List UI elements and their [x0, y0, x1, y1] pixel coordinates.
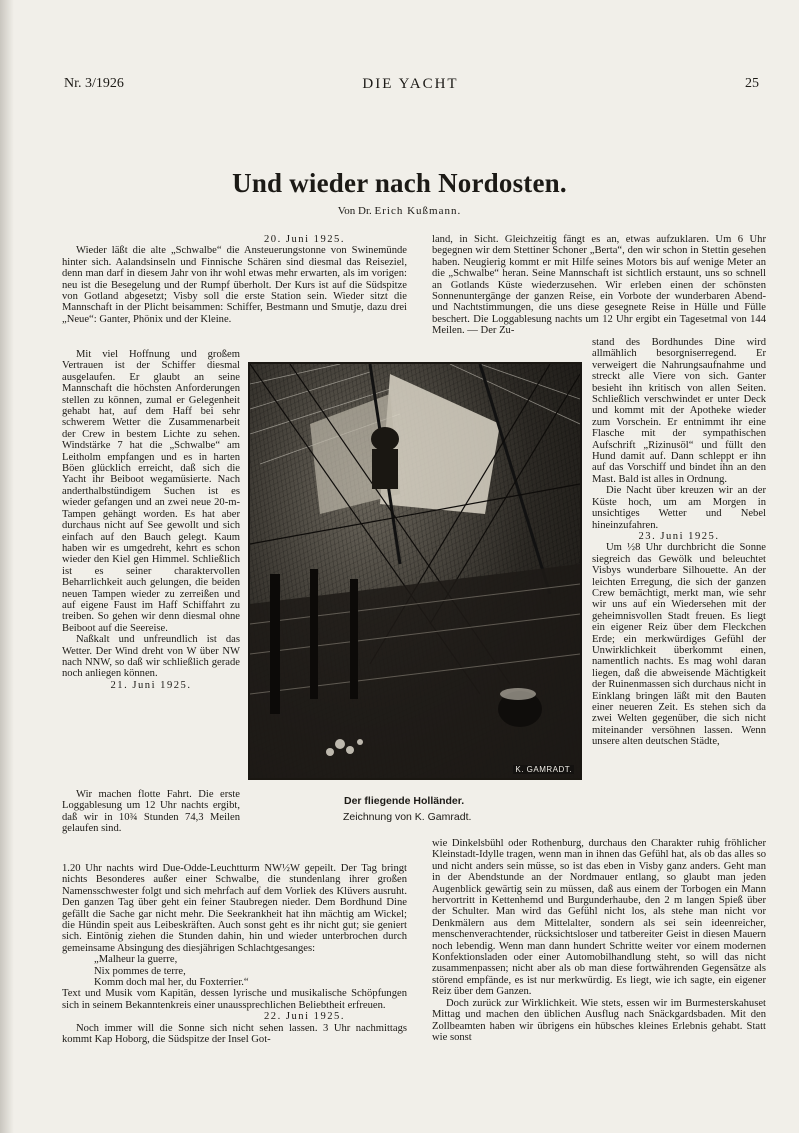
- date-heading: 22. Juni 1925.: [263, 1011, 346, 1023]
- paragraph: 1.20 Uhr nachts wird Due-Odde-Leuchtturm NW½W gepeilt. Der Tag bringt nichts Besonderes außer einer Schwalbe, die stundenlang ihrer großen Namensschwester folgt und sich mehrfach auf dem Vorliek des Klüvers ausruht. Den ganzen Tag über geht ein feiner Staubregen nieder. Dem Bordhund Dine gefällt die Sache gar nicht mehr. Die Seekrankheit hat ihn mächtig am Wickel; die Hündin speit aus Leibeskräften. Auch sonst geht es ihr nicht gut; sie geniert sich. Eintönig ziehen die Stunden dahin, hin und wieder unterbrochen durch gemeinsame Absingung des diesjährigen Schlachtgesanges:: [62, 863, 407, 954]
- figure-caption-title: Der fliegende Holländer.: [344, 795, 465, 807]
- artist-signature: K. GAMRADT.: [515, 765, 572, 774]
- paragraph: Wir machen flotte Fahrt. Die erste Loggablesung um 12 Uhr nachts ergibt, daß wir in 10¾ Stunden 74,3 Meilen gelaufen sind.: [62, 789, 240, 835]
- paragraph: Text und Musik vom Kapitän, dessen lyrische und musikalische Schöpfungen sich in seinem Bekanntenkreis einer unaussprechlichen Beliebtheit erfreuen.: [62, 988, 407, 1011]
- paragraph: Um ½8 Uhr durchbricht die Sonne siegreich das Gewölk und beleuchtet Visbys wunderbare Silhouette. An der leichten Erregung, die sich der ganzen Crew bemächtigt, merkt man, wie sehr wir uns auf ein Wiedersehen mit der geheimnisvollen Stadt freuen. Es liegt ein eigener Reiz über dem Fleckchen Erde; ein merkwürdiges Gefühl der Unwirklichkeit überkommt einen, namentlich nachts. Es mag wohl daran liegen, daß die abweisende Mächtigkeit der Ruinenmassen sich durchaus nicht in Einklang bringen läßt mit den Bauten einer neueren Zeit. Es stehen sich da zwei Welten gegenüber, die sich nicht miteinander versöhnen lassen. Wenn unsere alten deutschen Städte,: [592, 542, 766, 748]
- paragraph: Doch zurück zur Wirklichkeit. Wie stets, essen wir im Burmesterskahuset Mittag und machen den üblichen Ausflug nach Snäckgardsbaden. Mit den Zollbeamten haben wir übrigens ein hübsches kleines Erlebnis gehabt. Statt wie sonst: [432, 997, 766, 1043]
- right-column-bottom: [432, 838, 766, 1043]
- byline: [0, 205, 799, 217]
- date-heading: 21. Juni 1925.: [110, 679, 192, 691]
- paragraph: stand des Bordhundes Dine wird allmählich besorgniserregend. Er verweigert die Nahrungsaufnahme und streckt alle Viere von sich. Ganter besieht ihn kritisch von allen Seiten. Schließlich verschwindet er unter Deck und kommt mit der Apotheke wieder zum Vorschein. Er entnimmt ihr eine Flasche mit der sympathischen Aufschrift „Rizinusöl“ und füllt den Hund damit auf. Dann schleppt er ihn auf das Vorschiff und bindet ihn an den Mast. Bald ist alles in Ordnung.: [592, 337, 766, 485]
- poem-line: Komm doch mal her, du Foxterrier.“: [94, 977, 249, 989]
- byline-prefix: Von Dr.: [337, 205, 372, 217]
- paragraph: Wieder läßt die alte „Schwalbe“ die Ansteuerungstonne von Swinemünde hinter sich. Aalandsinseln und Finnische Schären sind diesmal das Reiseziel, denn man darf in diesem Jahr von ihr wohl etwas mehr erwarten, als im vorigen: neu ist die Besegelung und der Rumpf überholt. Der Kurs ist auf die Südspitze von Gotland abgesetzt; Visby soll die erste Station sein. Wieder sitzt die Mannschaft in der Plicht beisammen: Schiffer, Bestmann und Smutje, dazu drei „Neue“: Ganter, Phönix und der Kleine.: [62, 245, 407, 325]
- poem-line: „Malheur la guerre,: [94, 954, 178, 966]
- left-column-bottom: [62, 789, 240, 835]
- page-header: [62, 76, 759, 96]
- paragraph: Mit viel Hoffnung und großem Vertrauen ist der Schiffer diesmal ausgelaufen. Er glaubt an seine Mannschaft die höchsten Anforderungen stellen zu können, zumal er Gelegenheit gehabt hat, auf dem Haff bei sehr schwerem Wetter die Zusammenarbeit der Crew in bestem Lichte zu sehen. Windstärke 7 hat die „Schwalbe“ am Leitholm empfangen und es in harten Böen glücklich erreicht, daß sich die Yacht ihr Beiboot wegamüsierte. Nach anderthalbstündigem Suchen ist es wieder gefangen und an zwei neue 20-m-Tampen gehängt worden. Es hat aber durchaus nicht auf See gewollt und sich einfach auf den Bauch gelegt. Kaum haben wir es umgedreht, kehrt es schon wieder den Kiel gen Himmel. Schließlich ist es seiner charaktervollen Beharrlichkeit auch gelungen, die beiden neuen Tampen wieder zu zerreißen und auf eigene Faust im Haff Schiffahrt zu treiben. So gehen wir denn diesmal ohne Beiboot auf die Seereise.: [62, 349, 240, 634]
- paragraph: Die Nacht über kreuzen wir an der Küste hoch, um am Morgen in unsichtiges Wetter und Nebel hineinzufahren.: [592, 485, 766, 531]
- page-number: 25: [745, 76, 759, 91]
- left-column-top: [62, 234, 407, 325]
- article-title: Und wieder nach Nordosten.: [232, 168, 567, 198]
- issue-number: Nr. 3/1926: [64, 76, 124, 91]
- byline-author: Erich Kußmann.: [374, 205, 462, 217]
- left-column-narrow: [62, 349, 240, 691]
- date-heading: 23. Juni 1925.: [638, 530, 720, 542]
- magazine-title: DIE YACHT: [362, 76, 459, 92]
- poem-line: Nix pommes de terre,: [94, 965, 186, 977]
- paragraph: wie Dinkelsbühl oder Rothenburg, durchaus den Charakter ruhig fröhlicher Kleinstadt-Idylle tragen, wenn man in ihnen das Gefühl hat, als ob das alles so und nicht anders sein müsse, so ist das eben in Visby ganz anders. Geht man in der Abendstunde an der Nordmauer entlang, so glaubt man jeden Augenblick gewärtig sein zu müssen, daß aus einem der Torbogen ein Mann hervortritt in Kettenhemd und Burgunderhaube, den 2 m langen Spieß über der Schulter. Man wird das Gefühl nicht los, als stehe man nicht vor Denkmälern aus dem Mittelalter, sondern als sei sein ideenreicher, menschenverachtender, rücksichtsloser und tatbereiter Geist in diesen Mauern noch lebendig. Wenn man dann hundert Schritte weiter vor einem modernen Konfektionsladen oder einer Automobilhandlung steht, so will das nicht zusammenpassen; nicht aber als ob man diese fortwährenden Gegensätze als störend empfände, es ist nur merkwürdig. Es liegt, wie ich sagte, ein eigener Reiz über dem Ganzen.: [432, 838, 766, 998]
- flying-dutchman-illustration: [248, 362, 582, 780]
- figure-caption-credit: Zeichnung von K. Gamradt.: [343, 811, 472, 823]
- paragraph: Naßkalt und unfreundlich ist das Wetter. Der Wind dreht von W über NW nach NNW, so daß wir schließlich gerade noch anliegen können.: [62, 634, 240, 680]
- right-column-top: [432, 234, 766, 337]
- date-heading: 20. Juni 1925.: [263, 234, 346, 245]
- illustration-drawing: [250, 364, 580, 778]
- paragraph: land, in Sicht. Gleichzeitig fängt es an, etwas aufzuklaren. Um 6 Uhr begegnen wir dem Stettiner Schoner „Berta“, den wir schon in Stettin gesehen haben. Neugierig kommt er mit Hilfe seines Motors bis auf wenige Meter an die „Schwalbe“ heran. Seine Mannschaft ist sichtlich erstaunt, uns so schnell an Gotlands Küste wiederzusehen. Wir erleben einen der schönsten Sonnenuntergänge der ganzen Reise, ein Vorbote der wunderbaren Abend- und Nachtstimmungen, die uns diese gesegnete Reise in Hülle und Fülle beschert. Die Loggablesung nachts um 12 Uhr ergibt ein Tagesetmal von 144 Meilen. — Der Zu-: [432, 234, 766, 337]
- left-column-lower: [62, 863, 407, 1046]
- paragraph: Noch immer will die Sonne sich nicht sehen lassen. 3 Uhr nachmittags kommt Kap Hoborg, die Südspitze der Insel Got-: [62, 1022, 407, 1046]
- right-column-narrow: [592, 337, 766, 748]
